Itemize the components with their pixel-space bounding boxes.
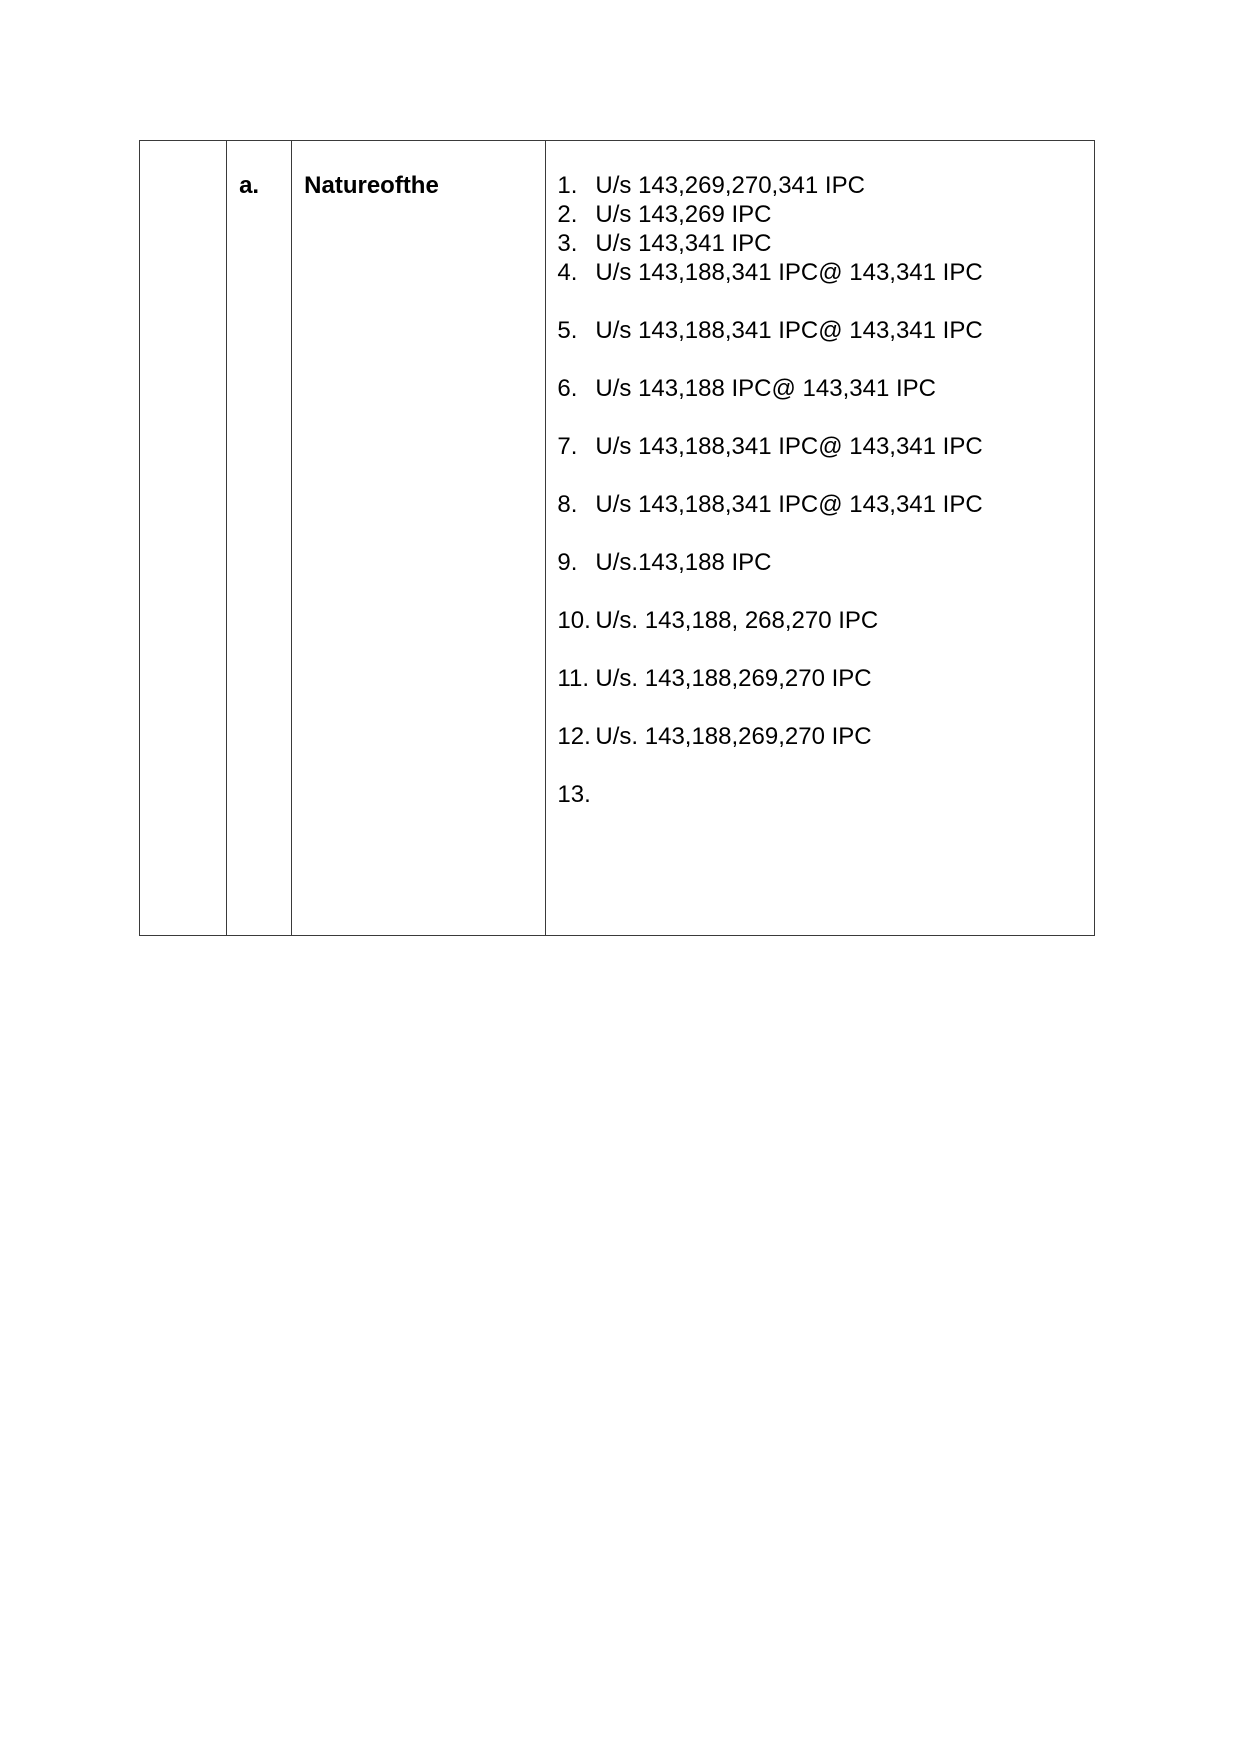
list-item-text: U/s 143,188,341 IPC@ 143,341 IPC [595, 317, 983, 344]
table-cell-sections-list [546, 141, 1095, 936]
list-item [557, 374, 1094, 403]
list-item-number: 8. [557, 491, 578, 518]
list-item-number: 5. [557, 317, 578, 344]
list-item-number: 7. [557, 433, 578, 460]
list-item-text: U/s 143,188,341 IPC@ 143,341 IPC [595, 259, 983, 286]
list-item-text: U/s 143,188 IPC@ 143,341 IPC [595, 375, 936, 402]
list-item [557, 780, 1094, 809]
table-cell-serial [140, 141, 227, 936]
list-item [557, 229, 1094, 258]
list-item-number: 3. [557, 230, 578, 257]
list-item-text: U/s.143,188 IPC [595, 549, 772, 576]
list-item-number: 2. [557, 201, 578, 228]
list-item-number: 1. [557, 172, 578, 199]
list-item-text: U/s 143,188,341 IPC@ 143,341 IPC [595, 491, 983, 518]
list-item-number: 12. [557, 723, 591, 750]
table-row [140, 141, 1095, 936]
list-item-number: 4. [557, 259, 578, 286]
list-item-text: U/s. 143,188,269,270 IPC [595, 723, 872, 750]
list-item [557, 606, 1094, 635]
list-item-text: U/s 143,269,270,341 IPC [595, 172, 865, 199]
list-item [557, 548, 1094, 577]
list-item-number: 9. [557, 549, 578, 576]
list-item-number: 10. [557, 607, 591, 634]
list-item-number: 13. [557, 781, 591, 808]
list-item-text: U/s 143,341 IPC [595, 230, 772, 257]
list-item-text: U/s. 143,188, 268,270 IPC [595, 607, 879, 634]
list-item-text: U/s 143,188,341 IPC@ 143,341 IPC [595, 433, 983, 460]
list-item [557, 722, 1094, 751]
table-cell-item-letter: a. [227, 141, 292, 936]
list-item [557, 316, 1094, 345]
list-item [557, 664, 1094, 693]
list-item [557, 258, 1094, 287]
list-item [557, 432, 1094, 461]
list-item-text: U/s. 143,188,269,270 IPC [595, 665, 872, 692]
list-item [557, 490, 1094, 519]
list-item [557, 171, 1094, 200]
list-item-number: 6. [557, 375, 578, 402]
list-item [557, 200, 1094, 229]
table-cell-field-label: Natureofthe [292, 141, 546, 936]
list-item-text: U/s 143,269 IPC [595, 201, 772, 228]
document-table [139, 140, 1095, 936]
list-item-number: 11. [557, 665, 589, 692]
